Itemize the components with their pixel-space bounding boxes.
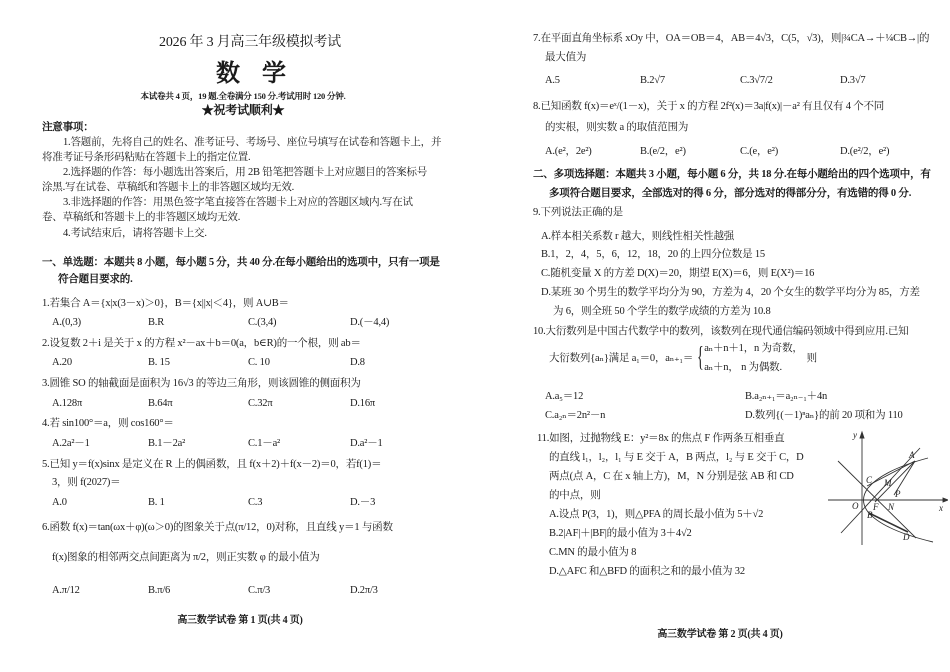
label-p: P	[895, 489, 901, 499]
note-line: 卷、草稿纸和答题卡上的非答题区域均无效.	[42, 212, 241, 223]
option: A.π/12	[52, 585, 80, 596]
brace: {	[697, 342, 704, 373]
question-11-stem: 的中点，则	[549, 490, 601, 501]
option: B.R	[148, 317, 165, 328]
option: A.样本相关系数 r 越大，则线性相关性越强	[541, 231, 735, 242]
label-d: D	[903, 532, 910, 542]
exam-title: 2026 年 3 月高三年级模拟考试	[159, 35, 341, 50]
page-footer: 高三数学试卷 第 1 页(共 4 页)	[177, 615, 303, 626]
option: B. 1	[148, 497, 165, 508]
option: C.π/3	[248, 585, 271, 596]
question-8-stem: 8.已知函数 f(x)＝eˣ/(1－x)，关于 x 的方程 2f²(x)＝3a|f(x)|－a² 有且仅有 4 个不同	[533, 101, 885, 112]
option: B.2√7	[640, 75, 665, 86]
y-axis-arrow	[860, 432, 864, 438]
option: D.－3	[350, 497, 376, 508]
exam-info: 本试卷共 4 页，19 题.全卷满分 150 分.考试用时 120 分钟.	[140, 91, 346, 101]
label-f: F	[873, 502, 879, 512]
note-line: 2.选择题的作答：每小题选出答案后，用 2B 铅笔把答题卡上对应题目的答案标号	[63, 167, 428, 178]
good-luck-banner: ★祝考试顺利★	[201, 103, 285, 117]
question-11-stem: 11.如图，过抛物线 E：y²＝8x 的焦点 F 作两条互相垂直	[537, 433, 785, 444]
question-7-stem: 最大值为	[545, 52, 587, 63]
section-heading-multi-choice: 多项符合题目要求，全部选对的得 6 分，部分选对的得部分分，有选错的得 0 分.	[549, 188, 912, 199]
option: B.π/6	[148, 585, 171, 596]
option: A.设点 P(3，1)，则△PFA 的周长最小值为 5＋√2	[549, 509, 764, 520]
question-3-stem: 3.圆锥 SO 的轴截面是面积为 16√3 的等边三角形，则该圆锥的侧面积为	[42, 378, 361, 389]
option-continued: 为 6，则全班 50 个学生的数学成绩的方差为 10.8	[553, 306, 771, 317]
option: C.1－a²	[248, 438, 280, 449]
label-n: N	[888, 502, 895, 512]
label-m: M	[884, 478, 892, 488]
option: D.(－4,4)	[350, 317, 390, 328]
option: D.a²－1	[350, 438, 383, 449]
question-6-stem: 6.函数 f(x)＝tan(ωx＋φ)(ω＞0)的图象关于点(π/12，0)对称，且直线 y＝1 与函数	[42, 522, 393, 533]
option: A.5	[545, 75, 560, 86]
option: A.(0,3)	[52, 317, 81, 328]
note-line: 4.考试结束后，请将答题卡上交.	[63, 228, 207, 239]
question-2-stem: 2.设复数 2＋i 是关于 x 的方程 x²－ax＋b＝0(a，b∈R)的一个根，则 ab＝	[42, 338, 361, 349]
option: D.16π	[350, 398, 376, 409]
option: A.2a²－1	[52, 438, 90, 449]
option: C.a₂ₙ＝2n²－n	[545, 410, 606, 421]
question-4-stem: 4.若 sin100°＝a，则 cos160°＝	[42, 418, 174, 429]
option: B. 15	[148, 357, 170, 368]
option: B.(e/2，e²)	[640, 146, 686, 157]
question-11-stem: 的直线 l₁，l₂，l₁ 与 E 交于 A，B 两点，l₂ 与 E 交于 C，D	[549, 452, 804, 463]
option: B.1，2，4，5，6，12，18，20 的上四分位数是 15	[541, 249, 765, 260]
label-a: A	[909, 450, 915, 460]
question-10-stem: 10.大衍数列是中国古代数学中的数列，该数列在现代通信编码领域中得到应用.已知	[533, 326, 909, 337]
label-o: O	[852, 501, 859, 511]
notes-heading: 注意事项：	[42, 122, 94, 133]
question-6-stem: f(x)图象的相邻两交点间距离为 π/2，则正实数 φ 的最小值为	[52, 552, 320, 563]
option: A.0	[52, 497, 67, 508]
section-heading-single-choice: 符合题目要求的.	[58, 274, 133, 285]
question-7-stem: 7.在平面直角坐标系 xOy 中，OA＝OB＝4，AB＝4√3，C(5，√3)，则|¾CA→＋¼CB→|的	[533, 33, 930, 44]
label-c: C	[866, 475, 873, 485]
option: C.3√7/2	[740, 75, 773, 86]
option: C.(e，e²)	[740, 146, 778, 157]
exam-page-2	[475, 0, 950, 672]
x-axis-arrow	[943, 498, 948, 502]
option: B.1－2a²	[148, 438, 186, 449]
option: A.(e²，2e²)	[545, 146, 592, 157]
option: C.(3,4)	[248, 317, 277, 328]
question-11	[537, 429, 817, 581]
option: D.某班 30 个男生的数学平均分为 90，方差为 4，20 个女生的数学平均分为 85，方差	[541, 287, 920, 298]
section-heading-multi-choice: 二、多项选择题：本题共 3 小题，每小题 6 分，共 18 分.在每小题给出的四个选项中，有	[533, 169, 931, 180]
parabola-figure	[823, 430, 948, 550]
option: D.3√7	[840, 75, 866, 86]
line-l1	[841, 448, 920, 533]
option: D.△AFC 和△BFD 的面积之和的最小值为 32	[549, 566, 745, 577]
question-1-stem: 1.若集合 A＝{x|x(3－x)＞0}，B＝{x||x|＜4}，则 A∪B＝	[42, 298, 289, 309]
question-11-stem: 两点(点 A，C 在 x 轴上方)，M，N 分别是弦 AB 和 CD	[549, 471, 794, 482]
label-y: y	[853, 430, 857, 440]
piecewise-case-even: aₙ＋n， n 为偶数.	[704, 362, 782, 373]
option: A.128π	[52, 398, 83, 409]
question-10-stem: 则	[806, 352, 817, 364]
option: C.32π	[248, 398, 273, 409]
option: C. 10	[248, 357, 270, 368]
question-8-stem: 的实根，则实数 a 的取值范围为	[545, 122, 689, 133]
note-line: 3.非选择题的作答：用黑色签字笔直接答在答题卡上对应的答题区域内.写在试	[63, 197, 413, 208]
question-10-recurrence	[549, 342, 817, 374]
option: D.8	[350, 357, 365, 368]
option: C.MN 的最小值为 8	[549, 547, 637, 558]
note-line: 涂黑.写在试卷、草稿纸和答题卡上的非答题区域均无效.	[42, 182, 295, 193]
question-5-stem: 5.已知 y＝f(x)sinx 是定义在 R 上的偶函数，且 f(x＋2)＋f(x－2)＝0，若f(1)＝	[42, 459, 382, 470]
note-line: 1.答题前，先将自己的姓名、准考证号、考场号、座位号填写在试卷和答题卡上，并	[63, 137, 442, 148]
option: C.3	[248, 497, 263, 508]
question-9-stem: 9.下列说法正确的是	[533, 207, 623, 218]
note-line: 将准考证号条形码粘贴在答题卡上的指定位置.	[42, 152, 251, 163]
option: D.(e²/2，e²)	[840, 146, 890, 157]
piecewise-case-odd: aₙ＋n＋1，n 为奇数，	[704, 343, 803, 354]
piecewise-cases	[704, 342, 802, 374]
subject-heading: 数学	[216, 61, 308, 87]
option: D.2π/3	[350, 585, 378, 596]
section-heading-single-choice: 一、单选题：本题共 8 小题，每小题 5 分，共 40 分.在每小题给出的选项中，只有一项是	[42, 257, 440, 268]
label-x: x	[939, 503, 943, 513]
option: B.2|AF|＋|BF|的最小值为 3＋4√2	[549, 528, 692, 539]
option: B.64π	[148, 398, 173, 409]
segment-bd	[869, 513, 908, 532]
option: B.a₂ₙ₊₁＝a₂ₙ₋₁＋4n	[745, 391, 828, 402]
option: C.随机变量 X 的方差 D(X)＝20，期望 E(X)＝6，则 E(X²)＝16	[541, 268, 815, 279]
option: A.20	[52, 357, 72, 368]
option: A.a₅＝12	[545, 391, 584, 402]
label-b: B	[867, 510, 873, 520]
option: D.数列{(－1)ⁿaₙ}的前 20 项和为 110	[745, 410, 903, 421]
question-5-stem: 3，则 f(2027)＝	[52, 477, 121, 488]
question-10-stem: 大衍数列{aₙ}满足 a₁＝0，aₙ₊₁＝	[549, 352, 694, 364]
page-footer: 高三数学试卷 第 2 页(共 4 页)	[657, 629, 783, 640]
